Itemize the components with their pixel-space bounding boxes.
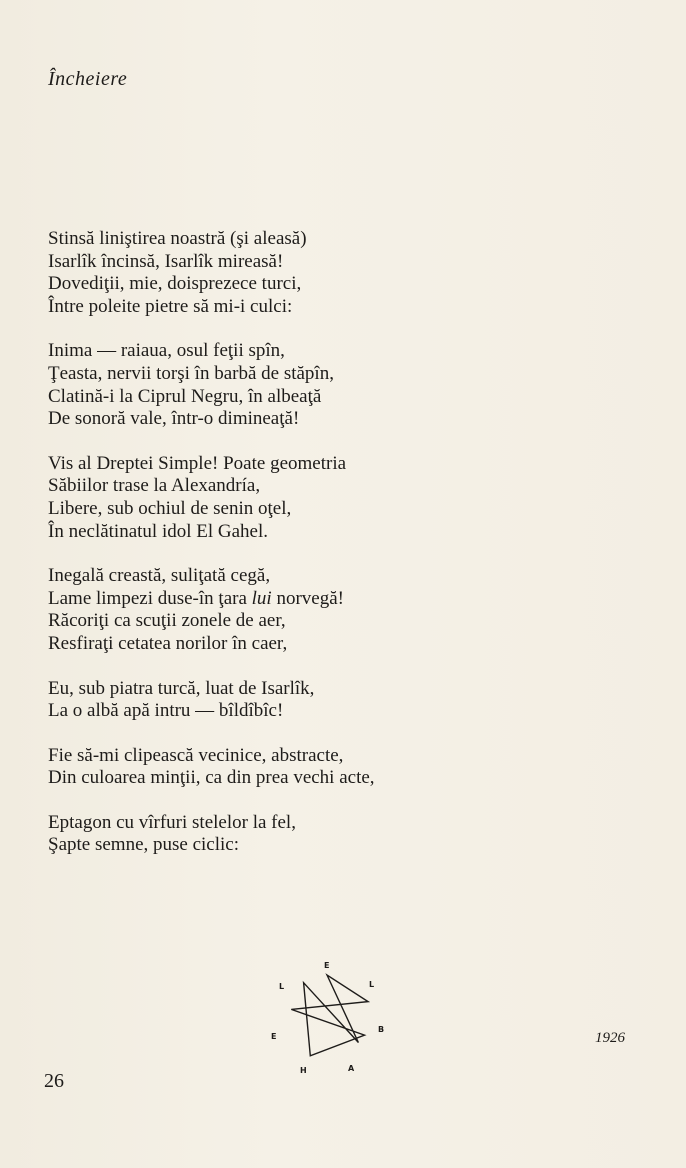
- poem-body: [48, 228, 648, 879]
- stanza-5: [48, 678, 648, 723]
- heptagram-figure: [262, 955, 392, 1075]
- vertex-label: L: [369, 980, 375, 989]
- poem-line: Săbiilor trase la Alexandría,: [48, 475, 261, 497]
- emphasis-word: lui: [251, 587, 272, 609]
- poem-line: Din culoarea minţii, ca din prea vechi acte,: [48, 767, 375, 789]
- vertex-label: L: [279, 982, 285, 991]
- poem-line: Dovediţii, mie, doisprezece turci,: [48, 273, 302, 295]
- heptagram-star: [291, 975, 368, 1056]
- vertex-label: B: [378, 1025, 385, 1034]
- poem-line: Vis al Dreptei Simple! Poate geometria: [48, 452, 347, 474]
- poem-line: Ţeasta, nervii torşi în barbă de stăpîn,: [48, 362, 334, 384]
- stanza-6: [48, 745, 648, 790]
- poem-line: La o albă apă intru — bîldîbîc!: [48, 700, 284, 722]
- stanza-7: [48, 812, 648, 857]
- poem-line: În neclătinatul idol El Gahel.: [48, 520, 269, 542]
- poem-line: Lame limpezi duse-în ţara lui norvegă!: [48, 587, 344, 609]
- poem-line: Inegală creastă, suliţată cegă,: [48, 565, 271, 587]
- poem-line: Răcoriţi ca scuţii zonele de aer,: [48, 610, 286, 632]
- poem-line: Resfiraţi cetatea norilor în caer,: [48, 632, 288, 654]
- poem-line: Între poleite pietre să mi-i culci:: [48, 295, 293, 317]
- poem-line: Stinsă liniştirea noastră (şi aleasă): [48, 228, 307, 249]
- poem-line: Isarlîk încinsă, Isarlîk mireasă!: [48, 250, 284, 272]
- page-number: 26: [44, 1070, 64, 1092]
- vertex-label: E: [271, 1032, 277, 1041]
- vertex-label: H: [300, 1066, 307, 1075]
- poem-line: Inima — raiaua, osul feţii spîn,: [48, 340, 285, 362]
- poem-line: Eptagon cu vîrfuri stelelor la fel,: [48, 811, 296, 833]
- poem-date: 1926: [595, 1030, 625, 1046]
- running-title: Încheiere: [48, 68, 128, 90]
- vertex-label: E: [324, 961, 330, 970]
- poem-line: Fie să-mi clipească vecinice, abstracte,: [48, 744, 344, 766]
- poem-line: Clatină-i la Ciprul Negru, în albeaţă: [48, 385, 322, 407]
- poem-line: Eu, sub piatra turcă, luat de Isarlîk,: [48, 677, 315, 699]
- stanza-3: [48, 453, 648, 543]
- stanza-2: [48, 340, 648, 430]
- poem-line: Şapte semne, puse ciclic:: [48, 834, 239, 856]
- stanza-4: [48, 565, 648, 655]
- heptagram-outline: [285, 975, 369, 1055]
- poem-line: De sonoră vale, într-o dimineaţă!: [48, 408, 300, 430]
- poem-line: Libere, sub ochiul de senin oţel,: [48, 497, 292, 519]
- vertex-label: A: [348, 1064, 355, 1073]
- stanza-1: [48, 228, 648, 318]
